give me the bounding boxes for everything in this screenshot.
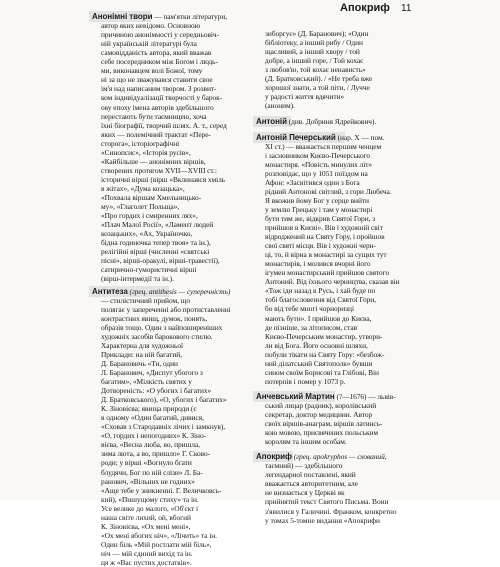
- text-line: багатим», «Мілкість святих у: [101, 377, 192, 386]
- text-line: монастиря. «Повість минулих літ»: [265, 159, 373, 169]
- text-line: перестають бути таємницею, хоча: [101, 111, 207, 121]
- text-line: «Плач Малої Росії», «Ламент людей: [101, 220, 214, 230]
- text-line: ний ділатський Святополк» бувши: [265, 358, 373, 368]
- text-line: Один біль «Мій ростлати мій біль»,: [101, 539, 212, 549]
- text-line: бідна годиночка тепер твоя» та ін.),: [101, 238, 211, 248]
- text-line: сином своїм Борисові та Глібові, Він: [265, 367, 379, 377]
- text-line: (аноним).: [265, 101, 295, 111]
- text-line: самовідданість автора, який вважав: [101, 48, 212, 58]
- text-line: пісні», вірші-оракулі, вірші-травестії),: [101, 256, 220, 266]
- text-line: «О, гордих і непогодних» К. Зіно-: [101, 431, 206, 441]
- text-line: «Кайбільше — анонімних віршів,: [101, 156, 206, 166]
- text-line: у землю Грецьку і там у монастирі: [265, 204, 373, 214]
- text-line: му», «Глаголет Польща»,: [101, 202, 180, 212]
- text-line: з любов'ю, той кохає ненависть»: [265, 65, 366, 75]
- text-line: «Ох мені вбогих ніч», «Лічить» та ін.: [101, 530, 217, 540]
- text-line: секретар, доктор медицини. Автор: [265, 410, 373, 419]
- text-line: легендарної поставлені, який: [265, 470, 356, 480]
- text-line: Характерна для художньої: [101, 340, 183, 350]
- text-line: релігійні вірші (численні «святські: [101, 247, 210, 257]
- entry-lead: (грец. antithesis — суперечність): [127, 286, 231, 296]
- text-line: вієва, «Весна люба, во, пришла,: [101, 440, 200, 450]
- text-line: себе посередником між Богом і людь-: [101, 57, 218, 67]
- entry-heading-line: [92, 12, 227, 21]
- text-line: з'явилися у Галичині. Франком, конкретно: [265, 506, 397, 516]
- text-line: таємний) — здебільшого: [265, 461, 343, 471]
- text-line: К. Зіновієва; явища природи (є: [101, 404, 197, 414]
- entry-heading-line: [256, 392, 396, 401]
- text-line: в жітах», «Дума козацька»,: [101, 183, 185, 193]
- text-line: художніх засобів барокового стилю.: [101, 331, 213, 341]
- entry-lead: (?—1676) — львів-: [334, 391, 396, 401]
- entry-headword: Антоній Печерський: [256, 132, 336, 142]
- text-line: прийнятий текст Святого Письма. Вони: [265, 497, 389, 507]
- text-line: Д. Барановичь «Ти, один: [101, 358, 178, 368]
- text-line: своїх віршів-анаграм, віршів латинсь-: [265, 419, 383, 429]
- text-line: «Про гордих і смиренних лях»,: [101, 211, 198, 221]
- running-head: Апокриф: [340, 2, 390, 14]
- text-line: XI ст.) — вважається першим ченцем: [265, 141, 382, 151]
- text-line: королям та іншим особам.: [265, 437, 347, 447]
- text-line: ні за що не зважувався ставити свое: [101, 75, 213, 85]
- text-line: яких — полемічний трактат «Пере-: [101, 129, 211, 139]
- text-line: контрастних явищ, думок, понять,: [101, 313, 208, 323]
- text-line: ський лицар (радник), королівський: [265, 400, 377, 410]
- text-line: Афон: «Засвітився один з Бога: [265, 177, 360, 187]
- entry-headword: Анонімні твори: [92, 12, 153, 21]
- text-line: зима люта, а во, пришло» Г. Сково-: [101, 449, 211, 459]
- text-line: ми, виконавцем волі Божої, тому: [101, 66, 203, 76]
- text-line: ли від Бога. Його основні шляхи,: [265, 340, 368, 350]
- text-line: Л. Баранович, «Диспут убогого з: [101, 367, 203, 377]
- text-line: Антоний. Від їхнього черництва, сказав він: [265, 277, 400, 287]
- text-line: кою мовою, присвячених польським: [265, 428, 379, 438]
- text-line: добре, а інший горе, / Той кохає: [265, 56, 364, 66]
- text-line: історичні вірші (вірш «Вклинався хміль: [101, 174, 226, 184]
- text-line: образів тощо. Один з найпоширеніших: [101, 322, 223, 332]
- text-line: хорошої знати, а той піти, / Лучче: [265, 83, 370, 93]
- text-line: Усе велике до малого, «Об'єкт і: [101, 503, 199, 513]
- text-line: зиборгує» (Д. Баранович); «Один: [265, 29, 369, 38]
- text-line: сатирично-гумористичні вірші: [101, 265, 197, 275]
- text-line: не визнається у Церкві як: [265, 488, 345, 498]
- text-line: бути тим же, відкрив Святої Гори, з: [265, 213, 376, 223]
- text-line: де пізніше, за літописом, став: [265, 322, 358, 332]
- text-line: рідний Антонові світлий, з гори Любеча.: [265, 186, 392, 196]
- entry-headword: Антоній: [256, 117, 287, 127]
- text-line: роди; у вірші «Вогнуло бгати: [101, 458, 192, 468]
- text-line: бо від тебе многі чорноризці: [265, 304, 354, 314]
- text-line: свої святі місця. Вів і художні черн-: [265, 241, 376, 251]
- entry-heading-line: [256, 117, 376, 126]
- entry-lead: — пам'ятки літератури,: [152, 12, 228, 21]
- text-line: К. Зіновієва, «Ох мені мені»,: [101, 521, 191, 531]
- text-line: побули тікати на Святу Гору: «безбож-: [265, 349, 385, 359]
- entry-heading-line: [92, 287, 230, 296]
- text-line: вважається авторитетним, але: [265, 479, 358, 489]
- entry-headword: Антитеза: [92, 286, 128, 296]
- text-line: «Похвала віршам Хмельницько-: [101, 193, 202, 202]
- text-line: ці, то, й вірна в монастирі за сущих тут: [265, 250, 387, 260]
- text-line: «Аще тебе у зникненні. Г. Величковсь-: [101, 485, 222, 495]
- entry-headword: Анчевський Мартин: [256, 391, 335, 401]
- text-line: ранович, «Вільних не годних»: [101, 476, 195, 486]
- text-line: (вірш-інтермедії та ін.).: [101, 274, 174, 284]
- text-line: «Тож іди назад в Русь, і хай буде по: [265, 286, 376, 296]
- text-line: «Сховав з Стародавніх лічих і замкнув),: [101, 422, 226, 432]
- text-line: сторога», історіографічні: [101, 138, 180, 148]
- text-line: Приклади: на ній багатий,: [101, 349, 182, 359]
- text-line: ніч — мій єдиний вихід та ін.: [101, 548, 193, 558]
- text-line: причиною анонімності у середньовіч-: [101, 30, 219, 40]
- text-line: відроджений на Святу Гору, і пройшов: [265, 232, 385, 242]
- text-line: мають бути». І прийшов до Києва,: [265, 313, 372, 323]
- text-line: кий), «Пишущому стиху» та ін.: [101, 494, 199, 504]
- text-line: Я вкожив йому Бог у серце вийти: [265, 195, 369, 205]
- text-line: створених протягом XVII—XVIII ст.:: [101, 165, 217, 175]
- entry-heading-line: [256, 452, 387, 461]
- text-line: тобі благословення від Святої Гори,: [265, 295, 376, 305]
- text-line: Д. Братковського), «О, убогих і багатих»: [101, 395, 227, 405]
- text-line: у радості життя вдячити»: [265, 92, 345, 102]
- text-line: ову епоху імена авторів здебільшого: [101, 102, 214, 112]
- text-line: їхні біографії, творчий шлях. А. т., серед: [101, 120, 227, 130]
- text-line: ній українській літературі була: [101, 39, 197, 49]
- text-line: монастирів, і молився вчорні його: [265, 259, 371, 269]
- text-line: полягає у запереченні або протиставленні: [101, 304, 231, 314]
- text-line: і засновником Києво-Печерського: [265, 150, 371, 160]
- text-line: розповідає, що у 1051 поїздом на: [265, 168, 368, 178]
- text-line: бібліотеку, а інший рибу / Один: [265, 38, 363, 48]
- text-line: наша світе лихий, ой, вбогий: [101, 512, 191, 522]
- text-line: у томах 5-томне видання «Апокрифи: [265, 515, 380, 525]
- entry-headword: Апокриф: [256, 452, 292, 462]
- entry-heading-line: [256, 133, 384, 142]
- text-line: ім'я над написаним твором. З розвит-: [101, 84, 217, 94]
- page-number: 11: [401, 3, 412, 14]
- text-line: ігумен монастирський прийшов святого: [265, 268, 390, 278]
- text-line: прийшов в Києві». Вів і художній світ: [265, 223, 383, 232]
- entry-lead: (грец. apokryphos — схований,: [291, 452, 387, 462]
- text-line: Києво-Печерським монастир, утвори-: [265, 331, 383, 341]
- text-line: ком індивідуалізації творчості у барок-: [101, 93, 223, 103]
- text-line: щасливий, а інший хвору / той: [265, 47, 360, 57]
- text-line: козацьких», «Ах, Україночко,: [101, 229, 193, 239]
- text-line: Дотвореність: «О убогих і багатих»: [101, 386, 212, 396]
- text-line: автор яких невідомо. Основною: [101, 21, 201, 31]
- text-line: «Синопсис», «Історія русів»,: [101, 147, 191, 157]
- text-line: блудячи, Бог по ній слізи» Л. Ба-: [101, 467, 203, 477]
- text-line: потерпів і помер у 1073 р.: [265, 376, 346, 386]
- text-line: — стилістичний прийом, що: [101, 295, 190, 305]
- entry-lead: (нар. X — пом.: [335, 132, 385, 142]
- text-line: в одному «Один багатий, дивися,: [101, 413, 204, 423]
- text-line: (Д. Братковський). / «Не треба вже: [265, 74, 373, 84]
- entry-lead: (див. Добриня Ядрейкович).: [286, 117, 377, 127]
- text-line: ця ж «Вас пустих достатків».: [101, 558, 192, 567]
